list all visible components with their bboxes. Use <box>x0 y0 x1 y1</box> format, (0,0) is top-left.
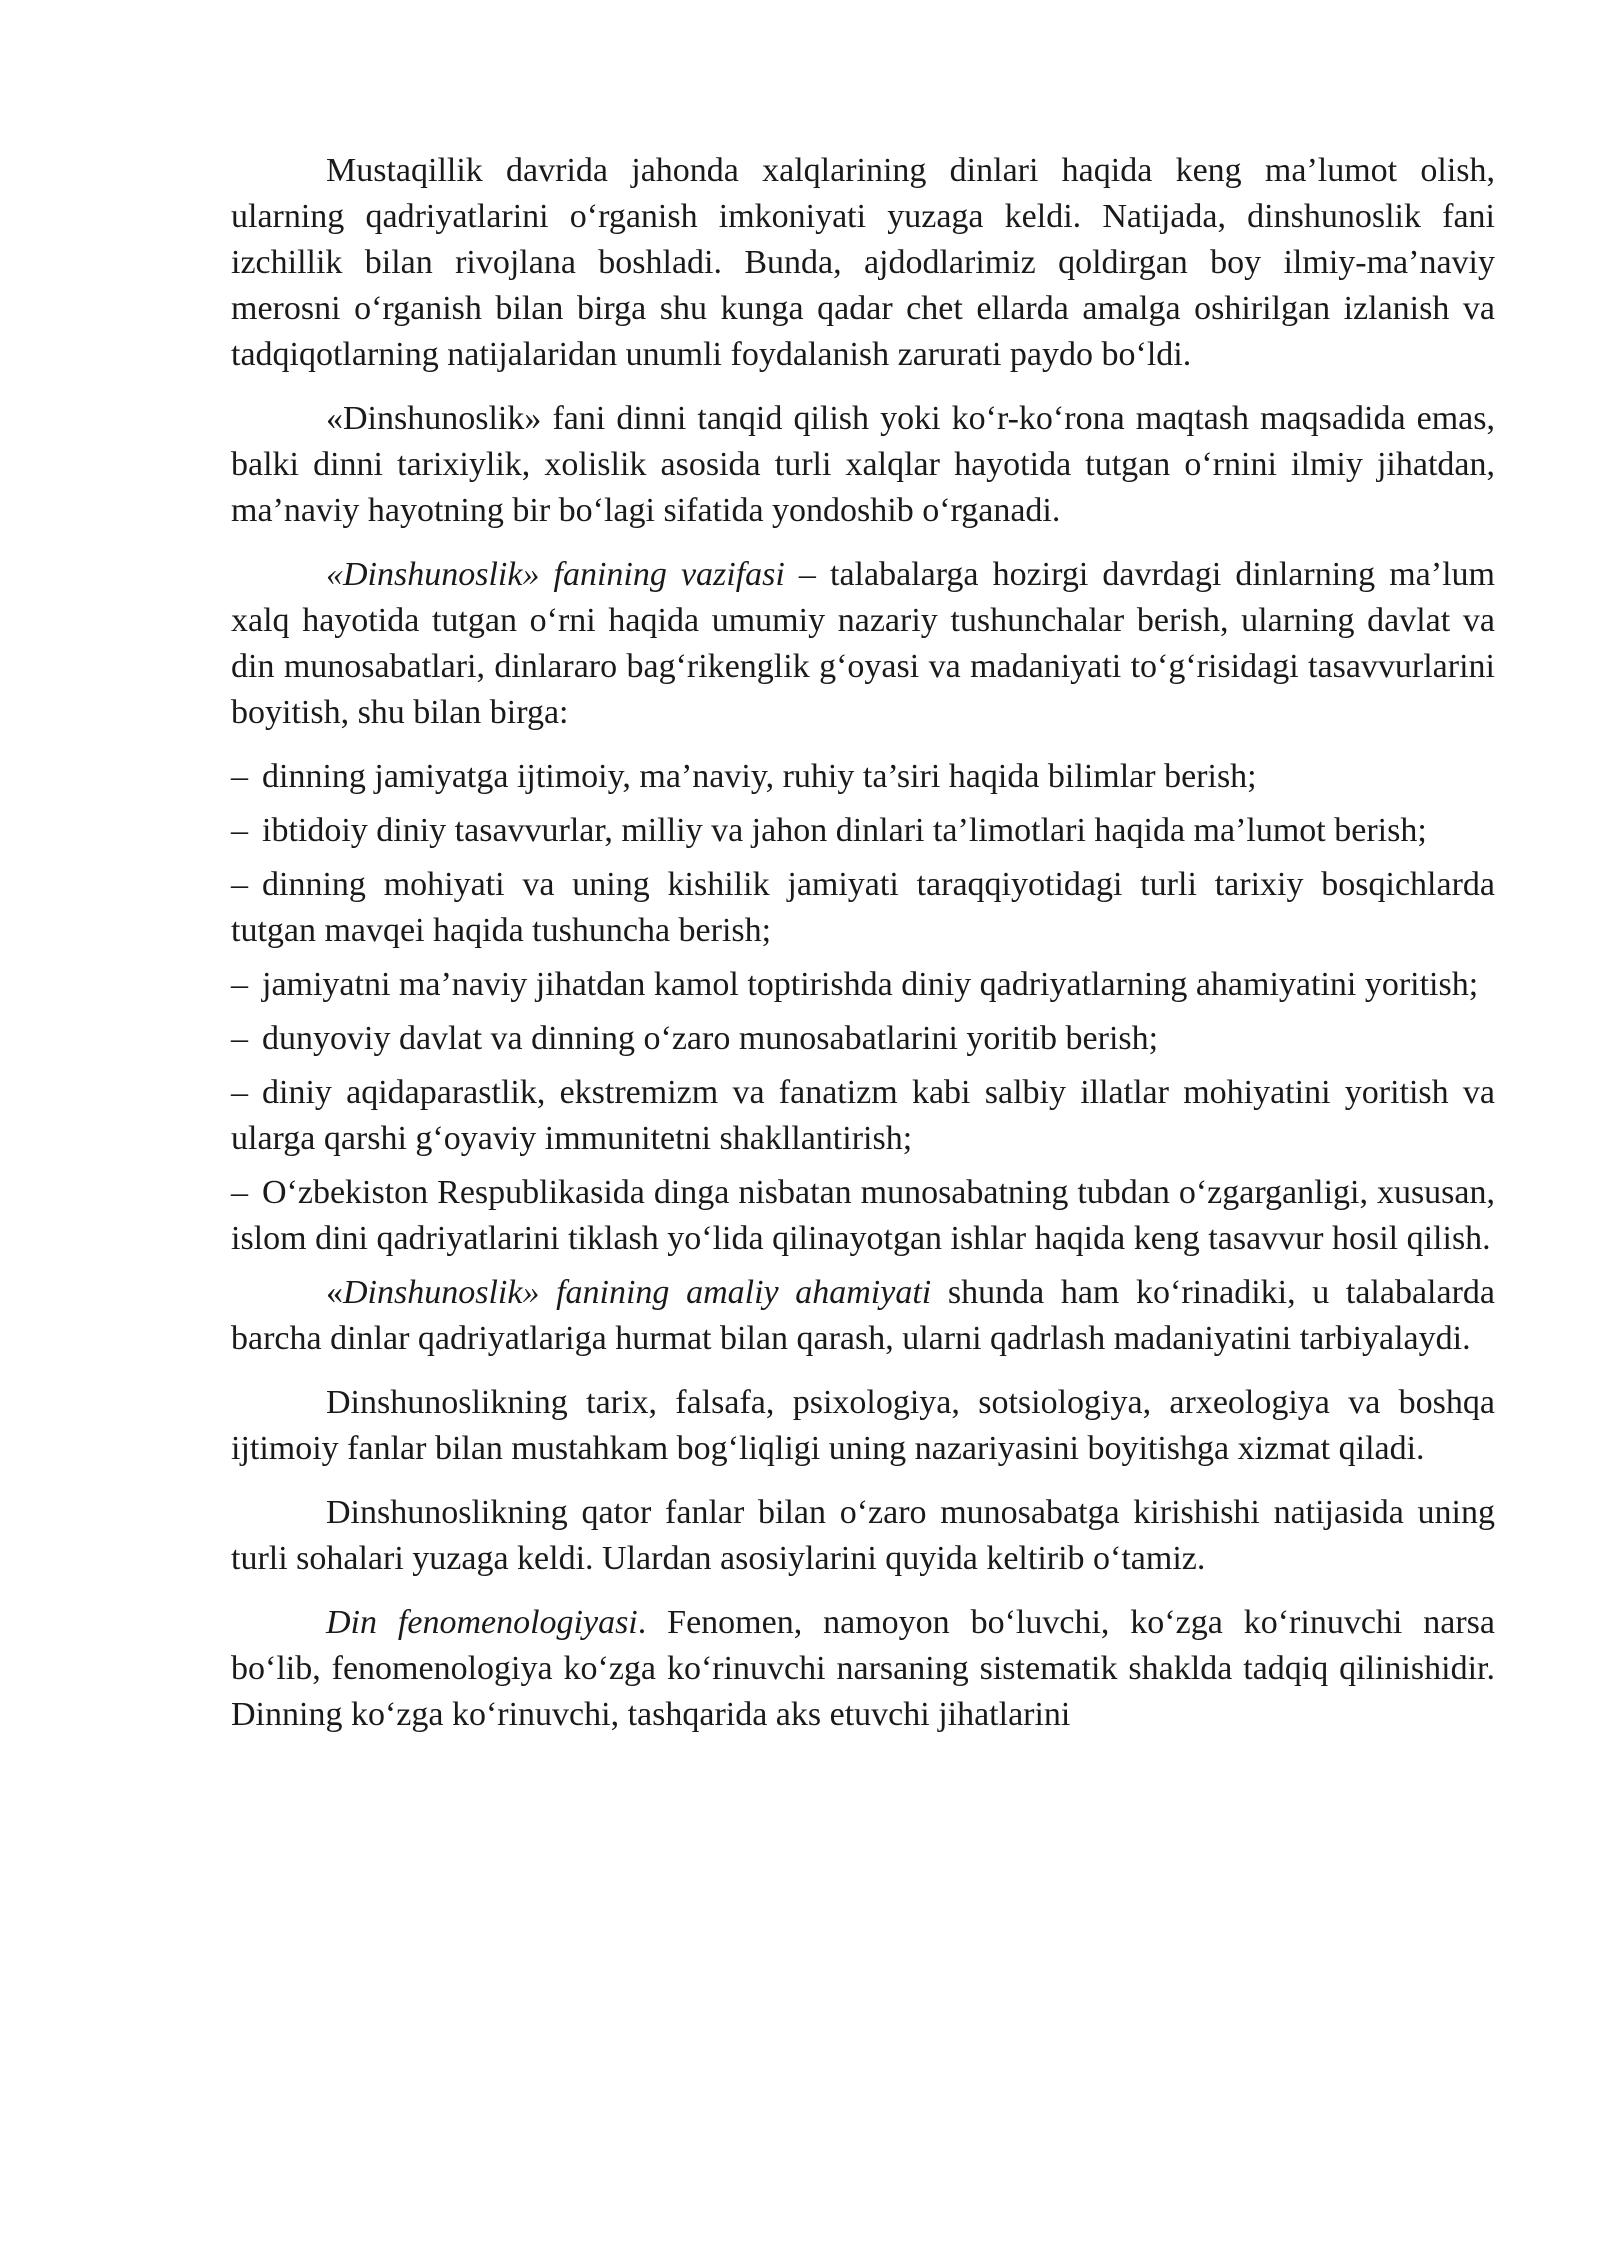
list-item <box>231 808 1495 854</box>
list-item <box>231 754 1495 800</box>
list-item-text: diniy aqidaparastlik, ekstremizm va fanatizm kabi salbiy illatlar mohiyatini yoritish va ularga qarshi g‘oyaviy immunitetni shakllantirish; <box>231 1074 1495 1157</box>
list-item-text: dunyoviy davlat va dinning o‘zaro munosabatlarini yoritib berish; <box>262 1020 1159 1057</box>
list-dash: – <box>231 758 248 795</box>
paragraph-course-tasks <box>231 552 1495 736</box>
paragraph-fields: Dinshunoslikning qator fanlar bilan o‘zaro munosabatga kirishishi natijasida uning turli sohalari yuzaga keldi. Ulardan asosiylarini quyida keltirib o‘tamiz. <box>231 1494 1495 1577</box>
course-tasks-text: – talabalarga hozirgi davrdagi dinlarning ma’lum xalq hayotida tutgan o‘rni haqida umumiy nazariy tushunchalar berish, ularning davlat va din munosabatlari, dinlararo bag‘rikenglik g‘oyasi va madaniyati to‘g‘risidagi tasavvurlarini boyitish, shu bilan birga: <box>231 556 1495 731</box>
list-item <box>231 1170 1495 1262</box>
list-item <box>231 862 1495 954</box>
paragraph-phenomenology <box>231 1600 1495 1738</box>
list-item-text: jamiyatni ma’naviy jihatdan kamol toptirishda diniy qadriyatlarning ahamiyatini yoritish; <box>262 966 1479 1003</box>
list-dash: – <box>231 1074 248 1111</box>
document-page <box>231 148 1495 1756</box>
paragraph-course-purpose: «Dinshunoslik» fani dinni tanqid qilish yoki ko‘r-ko‘rona maqtash maqsadida emas, balki dinni tarixiylik, xolislik asosida turli xalqlar hayotida tutgan o‘rnini ilmiy jihatdan, ma’naviy hayotning bir bo‘lagi sifatida yondoshib o‘rganadi. <box>231 400 1495 529</box>
practical-importance-heading: Dinshunoslik» fanining amaliy ahamiyati <box>343 1274 932 1311</box>
list-dash: – <box>231 966 248 1003</box>
paragraph-independence: Mustaqillik davrida jahonda xalqlarining dinlari haqida keng ma’lumot olish, ularning qadriyatlarini o‘rganish imkoniyati yuzaga keldi. Natijada, dinshunoslik fani izchillik bilan rivojlana boshladi. Bunda, ajdodlarimiz qoldirgan boy ilmiy-ma’naviy merosni o‘rganish bilan birga shu kunga qadar chet ellarda amalga oshirilgan izlanish va tadqiqotlarning natijalaridan unumli foydalanish zarurati paydo bo‘ldi. <box>231 152 1495 373</box>
list-item-text: ibtidoiy diniy tasavvurlar, milliy va jahon dinlari ta’limotlari haqida ma’lumot berish; <box>262 812 1427 849</box>
list-item <box>231 962 1495 1008</box>
list-dash: – <box>231 812 248 849</box>
list-dash: – <box>231 1174 248 1211</box>
list-dash: – <box>231 1020 248 1057</box>
list-item-text: dinning mohiyati va uning kishilik jamiyati taraqqiyotidagi turli tarixiy bosqichlarda tutgan mavqei haqida tushuncha berish; <box>231 866 1495 949</box>
list-item <box>231 1070 1495 1162</box>
paragraph-related-sciences: Dinshunoslikning tarix, falsafa, psixologiya, sotsiologiya, arxeologiya va boshqa ijtimoiy fanlar bilan mustahkam bog‘liqligi uning nazariyasini boyitishga xizmat qiladi. <box>231 1384 1495 1467</box>
course-tasks-heading: «Dinshunoslik» fanining vazifasi <box>326 556 785 593</box>
practical-open-quote: « <box>326 1274 343 1311</box>
list-item-text: dinning jamiyatga ijtimoiy, ma’naviy, ruhiy ta’siri haqida bilimlar berish; <box>262 758 1257 795</box>
list-item <box>231 1016 1495 1062</box>
phenomenology-heading: Din fenomenologiyasi <box>326 1604 638 1641</box>
practical-importance-text: shunda ham ko‘rinadiki, u talabalarda barcha dinlar qadriyatlariga hurmat bilan qarash, ularni qadrlash madaniyatini tarbiyalaydi. <box>231 1274 1495 1357</box>
phenomenology-text: . Fenomen, namoyon bo‘luvchi, ko‘zga ko‘rinuvchi narsa bo‘lib, fenomenologiya ko‘zga ko‘rinuvchi narsaning sistematik shaklda tadqiq qilinishidir. Dinning ko‘zga ko‘rinuvchi, tashqarida aks etuvchi jihatlarini <box>231 1604 1496 1733</box>
list-item-text: O‘zbekiston Respublikasida dinga nisbatan munosabatning tubdan o‘zgarganligi, xususan, islom dini qadriyatlarini tiklash yo‘lida qilinayotgan ishlar haqida keng tasavvur hosil qilish. <box>231 1174 1495 1257</box>
paragraph-practical-importance <box>231 1270 1495 1362</box>
list-dash: – <box>231 866 248 903</box>
